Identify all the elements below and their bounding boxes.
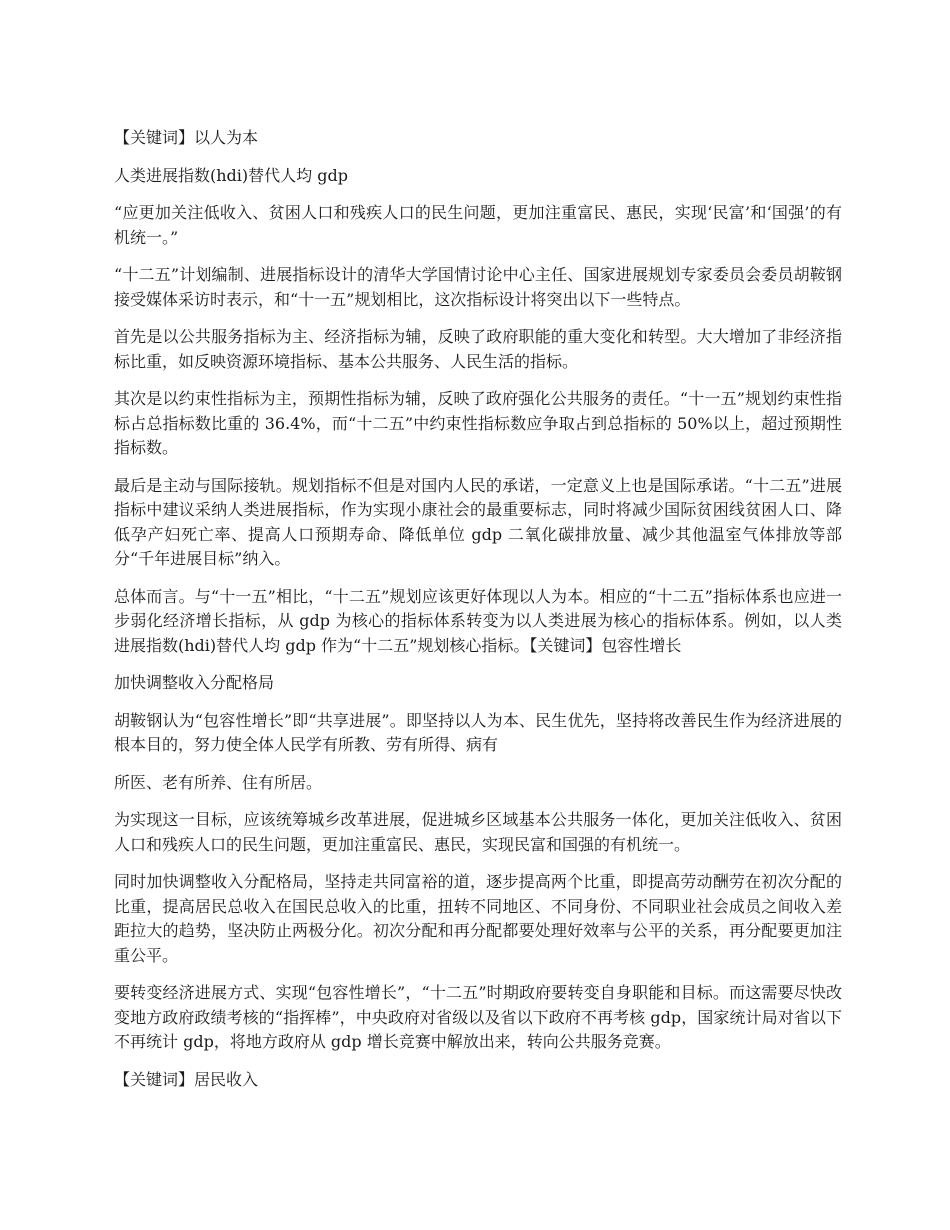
- section-heading: 加快调整收入分配格局: [114, 673, 275, 692]
- keyword-heading: 【关键词】以人为本: [114, 128, 259, 147]
- paragraph: 要转变经济进展方式、实现“包容性增长”，“十二五”时期政府要转变自身职能和目标。而这需要尽快改变地方政府政绩考核的“指挥棒”，中央政府对省级以及省以下政府不再考核 gdp，国家统计局对省以下不再统计 gdp，将地方政府从 gdp 增长竞赛中解放出来，转向公共服务竞赛。: [114, 983, 842, 1051]
- paragraph: 胡鞍钢认为“包容性增长”即“共享进展”。即坚持以人为本、民生优先，坚持将改善民生作为经济进展的根本目的，努力使全体人民学有所教、劳有所得、病有: [114, 710, 842, 754]
- paragraph: 所医、老有所养、住有所居。: [114, 772, 323, 792]
- paragraph: “十二五”计划编制、进展指标设计的清华大学国情讨论中心主任、国家进展规划专家委员会委员胡鞍钢接受媒体采访时表示，和“十一五”规划相比，这次指标设计将突出以下一些特点。: [114, 265, 842, 309]
- paragraph: 同时加快调整收入分配格局，坚持走共同富裕的道，逐步提高两个比重，即提高劳动酬劳在初次分配的比重，提高居民总收入在国民总收入的比重，扭转不同地区、不同身份、不同职业社会成员之间收入差距拉大的趋势，坚决防止两极分化。初次分配和再分配都要处理好效率与公平的关系，再分配要更加注重公平。: [114, 872, 842, 965]
- keyword-heading: 【关键词】居民收入: [114, 1069, 259, 1089]
- paragraph: 为实现这一目标，应该统筹城乡改革进展，促进城乡区域基本公共服务一体化，更加关注低收入、贫困人口和残疾人口的民生问题，更加注重富民、惠民，实现民富和国强的有机统一。: [114, 810, 842, 854]
- paragraph: “应更加关注低收入、贫困人口和残疾人口的民生问题，更加注重富民、惠民，实现‘民富’和‘国强’的有机统一。”: [114, 203, 842, 247]
- paragraph: 首先是以公共服务指标为主、经济指标为辅，反映了政府职能的重大变化和转型。大大增加了非经济指标比重，如反映资源环境指标、基本公共服务、人民生活的指标。: [114, 327, 842, 371]
- paragraph: 总体而言。与“十一五”相比，“十二五”规划应该更好体现以人为本。相应的“十二五”指标体系也应进一步弱化经济增长指标，从 gdp 为核心的指标体系转变为以人类进展为核心的指标体系。例如，以人类进展指数(hdi)替代人均 gdp 作为“十二五”规划核心指标。【关键词】包容性增长: [114, 586, 842, 655]
- document-body: [114, 126, 842, 1105]
- paragraph: 其次是以约束性指标为主，预期性指标为辅，反映了政府强化公共服务的责任。“十一五”规划约束性指标占总指标数比重的 36.4%，而“十二五”中约束性指标数应争取占到总指标的 50%以上，超过预期性指标数。: [114, 389, 842, 457]
- paragraph: 最后是主动与国际接轨。规划指标不但是对国内人民的承诺，一定意义上也是国际承诺。“十二五”进展指标中建议采纳人类进展指标，作为实现小康社会的最重要标志，同时将减少国际贫困线贫困人口、降低孕产妇死亡率、提高人口预期寿命、降低单位 gdp 二氧化碳排放量、减少其他温室气体排放等部分“千年进展目标”纳入。: [114, 475, 842, 568]
- section-heading: 人类进展指数(hdi)替代人均 gdp: [114, 165, 348, 185]
